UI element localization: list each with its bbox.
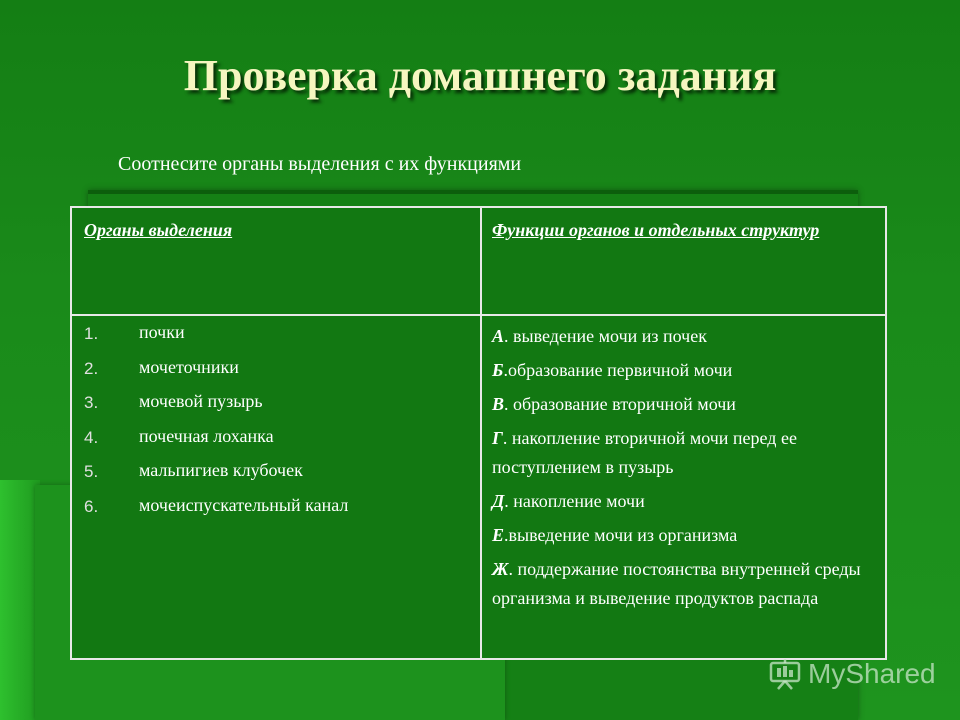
organ-number: 1. — [84, 324, 99, 343]
list-item — [492, 487, 877, 516]
organ-name: мочевой пузырь — [139, 391, 263, 411]
organ-number: 2. — [84, 358, 99, 378]
watermark-text: MyShared — [808, 658, 936, 689]
list-item — [84, 322, 474, 357]
list-item — [492, 356, 877, 385]
list-item — [84, 460, 474, 495]
list-item — [84, 357, 474, 392]
organs-list — [84, 322, 474, 529]
function-text: . накопление вторичной мочи перед ее поступлением в пузырь — [492, 428, 797, 477]
function-text: .образование первичной мочи — [503, 360, 733, 380]
function-letter: В — [492, 394, 505, 414]
list-item — [84, 495, 474, 530]
list-item — [492, 424, 877, 482]
slide-subtitle: Соотнесите органы выделения с их функциями — [118, 153, 522, 175]
list-item — [84, 426, 474, 461]
function-letter: Б — [492, 360, 504, 380]
function-letter: А — [492, 326, 505, 346]
function-text: . поддержание постоянства внутренней среды организма и выведение продуктов распада — [492, 559, 861, 608]
organ-number: 4. — [84, 427, 99, 447]
function-text: . выведение мочи из почек — [504, 326, 707, 346]
function-text: . образование вторичной мочи — [504, 394, 736, 414]
organ-number: 5. — [84, 462, 99, 481]
function-letter: Ж — [492, 559, 509, 579]
function-letter: Д — [492, 491, 505, 511]
organ-number: 6. — [84, 496, 99, 516]
table-divider-vertical — [480, 208, 482, 658]
organ-name: почки — [139, 322, 185, 342]
table-divider-horizontal — [72, 314, 885, 316]
function-letter: Г — [492, 428, 503, 448]
list-item — [492, 521, 877, 550]
organ-name: мочеточники — [139, 356, 239, 377]
list-item — [492, 555, 877, 613]
list-item — [492, 322, 877, 351]
slide-title: Проверка домашнего задания — [183, 51, 777, 100]
function-text: .выведение мочи из организма — [504, 525, 738, 545]
list-item — [492, 390, 877, 419]
matching-table — [70, 206, 887, 660]
organ-name: мочеиспускательный канал — [139, 494, 349, 515]
header-functions: Функции органов и отдельных структур — [492, 220, 820, 240]
organ-number: 3. — [84, 393, 99, 412]
watermark-logo — [768, 654, 936, 694]
presentation-icon — [768, 657, 802, 691]
header-organs: Органы выделения — [84, 220, 233, 240]
organ-name: почечная лоханка — [139, 425, 274, 446]
functions-list — [492, 322, 877, 618]
function-letter: Е — [492, 525, 505, 545]
list-item — [84, 391, 474, 426]
function-text: . накопление мочи — [504, 491, 645, 511]
organ-name: мальпигиев клубочек — [139, 460, 303, 480]
